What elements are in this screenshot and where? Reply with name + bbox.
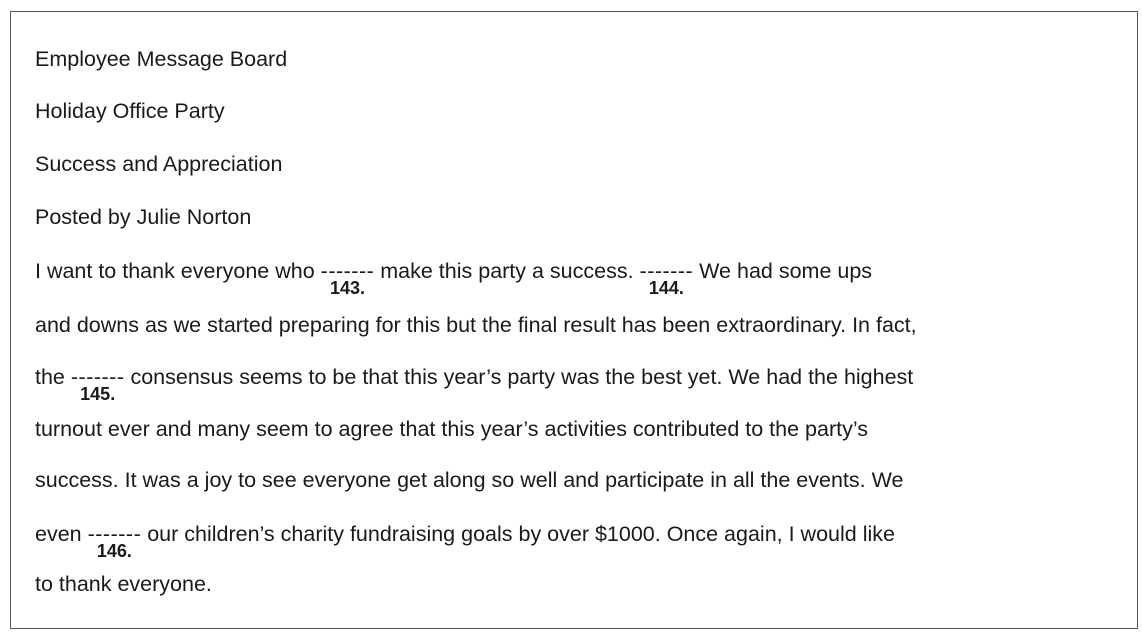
body-line-3-text-a: the: [35, 365, 71, 389]
body-line-3-text-b: consensus seems to be that this year’s party was the best yet. We had the highest: [124, 365, 914, 389]
blank-145[interactable]: [70, 364, 125, 404]
body-line-4: turnout ever and many seem to agree that this year’s activities contributed to the party’s: [35, 417, 868, 441]
blank-145-dashes: -------: [70, 365, 125, 389]
body-line-6-text-b: our children’s charity fundraising goals by over $1000. Once again, I would like: [141, 522, 895, 546]
body-line-6-text-a: even: [35, 522, 88, 546]
blank-146[interactable]: [87, 521, 142, 561]
body-line-5: success. It was a joy to see everyone get along so well and participate in all the events. We: [35, 468, 904, 492]
blank-144-dashes: -------: [639, 259, 694, 283]
blank-143-dashes: -------: [320, 259, 375, 283]
body-line-3: [35, 364, 914, 404]
post-category: Holiday Office Party: [35, 99, 225, 123]
blank-145-number: 145.: [80, 384, 116, 404]
body-line-6: [35, 521, 895, 561]
post-subject: Success and Appreciation: [35, 152, 283, 176]
blank-144-number: 144.: [648, 278, 684, 298]
blank-143[interactable]: [320, 258, 375, 298]
body-line-1-text-a: I want to thank everyone who: [35, 259, 321, 283]
blank-144[interactable]: [639, 258, 694, 298]
body-line-1-text-c: We had some ups: [693, 259, 873, 283]
blank-143-number: 143.: [329, 278, 365, 298]
body-line-7: to thank everyone.: [35, 572, 212, 596]
body-line-2: and downs as we started preparing for this but the final result has been extraordinary. In fact,: [35, 313, 917, 337]
blank-146-number: 146.: [96, 541, 132, 561]
post-author: Posted by Julie Norton: [35, 205, 252, 229]
blank-146-dashes: -------: [87, 522, 142, 546]
board-title: Employee Message Board: [35, 47, 288, 71]
body-line-1-text-b: make this party a success.: [374, 259, 640, 283]
body-line-1: [35, 258, 873, 298]
